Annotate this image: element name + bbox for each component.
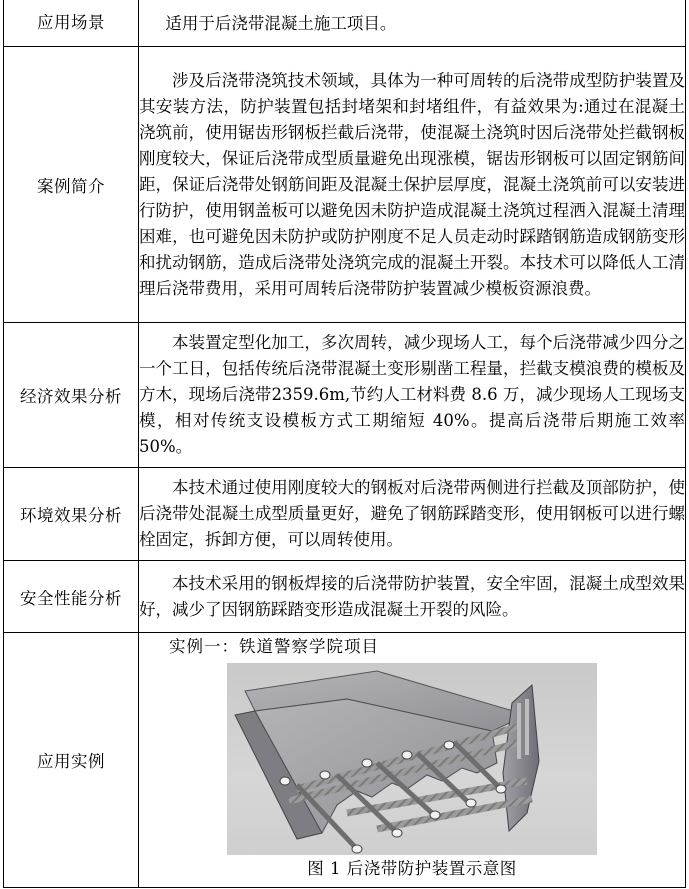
row-economic (4, 323, 686, 468)
rebar-end (352, 845, 362, 853)
text-environment: 本技术通过使用刚度较大的钢板对后浇带两侧进行拦截及顶部防护，使后浇带处混凝土成型质量更好，避免了钢筋踩踏变形，使用钢板可以进行螺栓固定，拆卸方便，可以周转使用。 (139, 478, 685, 549)
rebar-end (496, 785, 506, 793)
row-environment (4, 468, 686, 561)
figure-image (227, 663, 597, 855)
label-application: 应用实例 (4, 633, 139, 888)
content-scope (139, 0, 686, 47)
label-economic: 经济效果分析 (4, 323, 139, 468)
content-environment (139, 468, 686, 561)
label-environment: 环境效果分析 (4, 468, 139, 561)
rebar-end (430, 811, 440, 819)
text-safety: 本技术采用的钢板焊接的后浇带防护装置，安全牢固，混凝土成型效果好，减少了因钢筋踩踏变形造成混凝土开裂的风险。 (139, 573, 685, 619)
rebar-end (392, 829, 402, 837)
content-safety (139, 561, 686, 633)
label-safety: 安全性能分析 (4, 561, 139, 633)
label-summary: 案例简介 (4, 47, 139, 323)
rebar-end (362, 759, 372, 767)
rebar-end (444, 741, 454, 749)
text-summary: 涉及后浇带浇筑技术领域，具体为一种可周转的后浇带成型防护装置及其安装方法，防护装置包括封堵架和封堵组件，有益效果为:通过在混凝土浇筑前，使用锯齿形钢板拦截后浇带，使混凝土浇筑时因后浇带处拦截钢板刚度较大，保证后浇带成型质量避免出现涨模，锯齿形钢板可以固定钢筋间距，保证后浇带处钢筋间距及混凝土保护层厚度，混凝土浇筑前可以安装进行防护，使用钢盖板可以避免因未防护造成混凝土浇筑过程洒入混凝土清理困难，也可避免因未防护或防护刚度不足人员走动时踩踏钢筋造成钢筋变形和扰动钢筋，造成后浇带处浇筑完成的混凝土开裂。本技术可以降低人工清理后浇带费用，采用可周转后浇带防护装置减少模板资源浪费。 (139, 70, 685, 298)
case-table (3, 0, 686, 888)
rebar-end (466, 799, 476, 807)
content-application (139, 633, 686, 888)
label-scope: 应用场景 (4, 0, 139, 47)
rebar-end (280, 777, 290, 785)
row-summary (4, 47, 686, 323)
row-scope (4, 0, 686, 47)
figure-caption: 图 1 后浇带防护装置示意图 (307, 859, 517, 878)
text-scope: 适用于后浇带混凝土施工项目。 (165, 13, 397, 33)
text-economic: 本装置定型化加工，多次周转，减少现场人工，每个后浇带减少四分之一个工日，包括传统后浇带混凝土变形剔凿工程量，拦截支模浪费的模板及方木，现场后浇带2359.6m,节约人工材料费 8.6 万，减少现场人工现场支模，相对传统支设模板方式工期缩短 40%。提高后浇带后期施工效率 50%。 (139, 333, 685, 456)
rebar-end (320, 771, 330, 779)
content-economic (139, 323, 686, 468)
protection-device-illustration (227, 663, 597, 855)
row-application (4, 633, 686, 888)
row-safety (4, 561, 686, 633)
content-summary (139, 47, 686, 323)
example-title: 实例一：铁道警察学院项目 (169, 637, 379, 656)
rebar-end (402, 751, 412, 759)
